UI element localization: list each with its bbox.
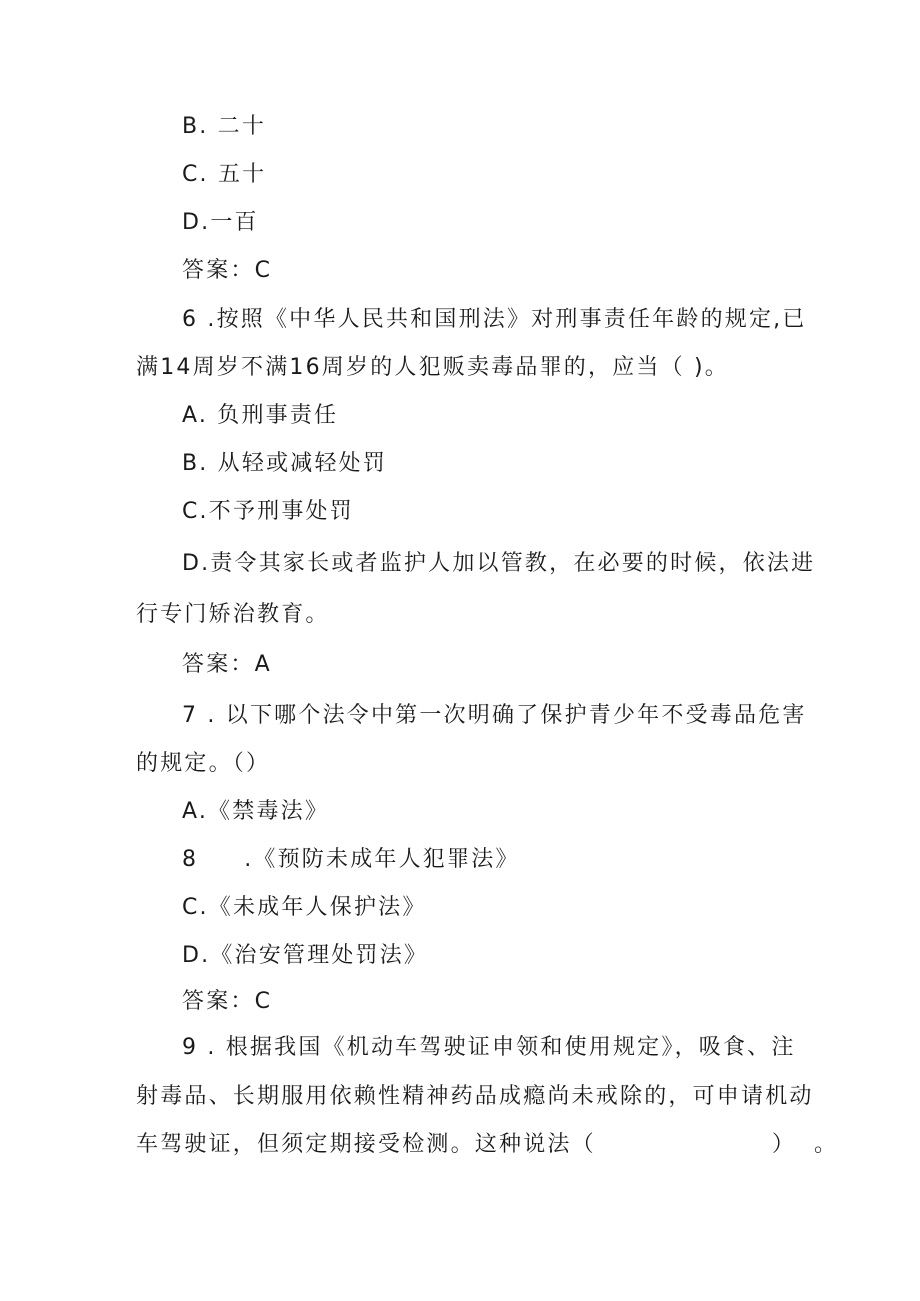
q7-stem-line-1: 7 . 以下哪个法令中第一次明确了保护青少年不受毒品危害 xyxy=(182,703,807,728)
q7-option-c: C.《未成年人保护法》 xyxy=(182,895,427,920)
q7-option-b-text: .《预防未成年人犯罪法》 xyxy=(244,847,520,872)
q6-option-d-line-2: 行专门矫治教育。 xyxy=(136,602,330,627)
q7-option-b xyxy=(182,845,520,875)
q7-answer: 答案：C xyxy=(182,989,273,1014)
q7-option-b-number: 8 xyxy=(182,847,199,872)
q6-option-d-line-1: D.责令其家长或者监护人加以管教，在必要的时候，依法进 xyxy=(182,551,816,576)
q6-option-c: C.不予刑事处罚 xyxy=(182,499,354,524)
q6-stem-line-2: 满14周岁不满16周岁的人犯贩卖毒品罪的，应当（ )。 xyxy=(136,355,729,380)
q6-answer: 答案：A xyxy=(182,652,272,677)
q7-stem-line-2: 的规定。（） xyxy=(136,751,271,776)
q9-period: 。 xyxy=(814,1132,839,1157)
q5-option-d: D.一百 xyxy=(182,210,259,235)
q6-option-a: A. 负刑事责任 xyxy=(182,403,339,428)
q5-option-b: B. 二十 xyxy=(182,114,267,139)
q9-stem-line-3-text: 车驾驶证，但须定期接受检测。这种说法（ xyxy=(136,1132,596,1157)
q9-stem-line-2: 射毒品、长期服用依赖性精神药品成瘾尚未戒除的，可申请机动 xyxy=(136,1084,814,1109)
q9-closing-paren: ） xyxy=(771,1132,797,1157)
q5-option-c: C. 五十 xyxy=(182,162,267,187)
q5-answer: 答案：C xyxy=(182,258,273,283)
q7-option-a: A.《禁毒法》 xyxy=(182,799,330,824)
q9-stem-line-1: 9 . 根据我国《机动车驾驶证申领和使用规定》，吸食、注 xyxy=(182,1035,796,1060)
q9-stem-line-3 xyxy=(136,1130,838,1160)
q6-option-b: B. 从轻或减轻处罚 xyxy=(182,451,388,476)
q7-option-d: D.《治安管理处罚法》 xyxy=(182,943,429,968)
q6-stem-line-1: 6 .按照《中华人民共和国刑法》对刑事责任年龄的规定,已 xyxy=(182,307,807,332)
